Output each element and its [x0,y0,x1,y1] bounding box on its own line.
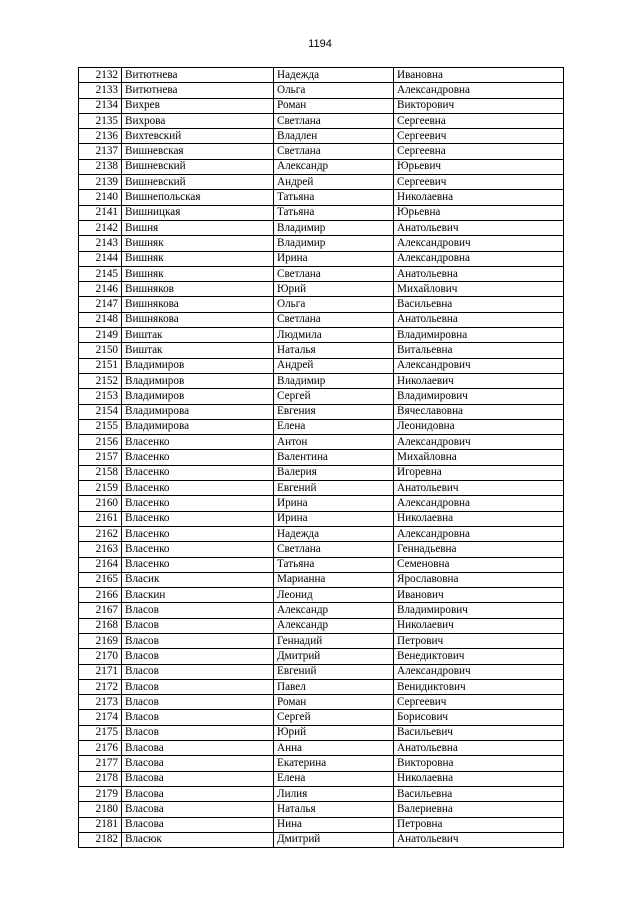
page-number: 1194 [308,38,332,50]
table-row [79,251,564,266]
patronymic-cell: Игоревна [394,465,564,480]
last-name-cell: Владимиров [122,358,274,373]
table-row [79,526,564,541]
last-name-cell: Власенко [122,435,274,450]
row-number-cell: 2133 [79,83,122,98]
row-number-cell: 2174 [79,710,122,725]
first-name-cell: Геннадий [274,633,394,648]
last-name-cell: Власик [122,572,274,587]
first-name-cell: Антон [274,435,394,450]
patronymic-cell: Николаевич [394,373,564,388]
last-name-cell: Владимирова [122,404,274,419]
last-name-cell: Власов [122,679,274,694]
patronymic-cell: Ярославовна [394,572,564,587]
row-number-cell: 2171 [79,664,122,679]
patronymic-cell: Леонидовна [394,419,564,434]
row-number-cell: 2134 [79,98,122,113]
table-row [79,664,564,679]
table-row [79,618,564,633]
table-row [79,312,564,327]
last-name-cell: Вихрова [122,113,274,128]
first-name-cell: Владимир [274,373,394,388]
last-name-cell: Власенко [122,526,274,541]
last-name-cell: Вишня [122,220,274,235]
row-number-cell: 2170 [79,649,122,664]
table-row [79,220,564,235]
table-row [79,98,564,113]
table-row [79,756,564,771]
first-name-cell: Надежда [274,68,394,83]
table-row [79,266,564,281]
table-row [79,343,564,358]
patronymic-cell: Васильевна [394,297,564,312]
patronymic-cell: Александровна [394,251,564,266]
row-number-cell: 2166 [79,588,122,603]
table-row [79,328,564,343]
first-name-cell: Татьяна [274,557,394,572]
first-name-cell: Светлана [274,312,394,327]
last-name-cell: Владимиров [122,389,274,404]
patronymic-cell: Семеновна [394,557,564,572]
row-number-cell: 2177 [79,756,122,771]
first-name-cell: Светлана [274,542,394,557]
table-row [79,68,564,83]
row-number-cell: 2168 [79,618,122,633]
registry-table-body [79,68,564,848]
table-row [79,542,564,557]
last-name-cell: Вишнякова [122,297,274,312]
row-number-cell: 2140 [79,190,122,205]
patronymic-cell: Васильевна [394,786,564,801]
last-name-cell: Владимирова [122,419,274,434]
table-row [79,129,564,144]
first-name-cell: Елена [274,419,394,434]
last-name-cell: Виштак [122,343,274,358]
patronymic-cell: Венидиктович [394,679,564,694]
first-name-cell: Ирина [274,251,394,266]
last-name-cell: Власенко [122,481,274,496]
row-number-cell: 2135 [79,113,122,128]
patronymic-cell: Анатольевна [394,741,564,756]
patronymic-cell: Валериевна [394,802,564,817]
row-number-cell: 2182 [79,832,122,847]
last-name-cell: Власова [122,802,274,817]
last-name-cell: Власенко [122,511,274,526]
row-number-cell: 2145 [79,266,122,281]
row-number-cell: 2139 [79,175,122,190]
row-number-cell: 2164 [79,557,122,572]
patronymic-cell: Сергеевич [394,175,564,190]
row-number-cell: 2165 [79,572,122,587]
last-name-cell: Власов [122,618,274,633]
table-row [79,389,564,404]
row-number-cell: 2153 [79,389,122,404]
last-name-cell: Виштак [122,328,274,343]
patronymic-cell: Николаевна [394,511,564,526]
table-row [79,373,564,388]
patronymic-cell: Анатольевич [394,832,564,847]
patronymic-cell: Николаевна [394,190,564,205]
patronymic-cell: Владимировна [394,328,564,343]
first-name-cell: Валентина [274,450,394,465]
first-name-cell: Ирина [274,511,394,526]
first-name-cell: Евгений [274,481,394,496]
row-number-cell: 2159 [79,481,122,496]
table-row [79,236,564,251]
row-number-cell: 2142 [79,220,122,235]
first-name-cell: Сергей [274,710,394,725]
first-name-cell: Ольга [274,83,394,98]
row-number-cell: 2132 [79,68,122,83]
row-number-cell: 2152 [79,373,122,388]
row-number-cell: 2151 [79,358,122,373]
first-name-cell: Александр [274,603,394,618]
table-row [79,83,564,98]
row-number-cell: 2138 [79,159,122,174]
row-number-cell: 2173 [79,695,122,710]
first-name-cell: Александр [274,618,394,633]
table-row [79,633,564,648]
row-number-cell: 2148 [79,312,122,327]
patronymic-cell: Анатольевна [394,266,564,281]
registry-table [78,67,564,848]
table-row [79,496,564,511]
first-name-cell: Нина [274,817,394,832]
first-name-cell: Андрей [274,358,394,373]
first-name-cell: Светлана [274,113,394,128]
row-number-cell: 2154 [79,404,122,419]
first-name-cell: Екатерина [274,756,394,771]
patronymic-cell: Викторовна [394,756,564,771]
table-row [79,771,564,786]
table-row [79,450,564,465]
table-row [79,725,564,740]
row-number-cell: 2149 [79,328,122,343]
last-name-cell: Вишневский [122,159,274,174]
patronymic-cell: Сергеевна [394,144,564,159]
patronymic-cell: Сергеевна [394,113,564,128]
last-name-cell: Власенко [122,542,274,557]
row-number-cell: 2143 [79,236,122,251]
row-number-cell: 2155 [79,419,122,434]
patronymic-cell: Сергеевич [394,695,564,710]
patronymic-cell: Вячеславовна [394,404,564,419]
table-row [79,572,564,587]
first-name-cell: Дмитрий [274,832,394,847]
last-name-cell: Власова [122,786,274,801]
first-name-cell: Роман [274,98,394,113]
first-name-cell: Анна [274,741,394,756]
last-name-cell: Владимиров [122,373,274,388]
row-number-cell: 2150 [79,343,122,358]
table-row [79,588,564,603]
first-name-cell: Марианна [274,572,394,587]
patronymic-cell: Анатольевич [394,220,564,235]
patronymic-cell: Борисович [394,710,564,725]
last-name-cell: Власова [122,771,274,786]
first-name-cell: Евгений [274,664,394,679]
row-number-cell: 2158 [79,465,122,480]
patronymic-cell: Юрьевна [394,205,564,220]
last-name-cell: Витютнева [122,68,274,83]
first-name-cell: Дмитрий [274,649,394,664]
last-name-cell: Власенко [122,557,274,572]
first-name-cell: Владимир [274,220,394,235]
first-name-cell: Владимир [274,236,394,251]
row-number-cell: 2141 [79,205,122,220]
patronymic-cell: Анатольевна [394,312,564,327]
first-name-cell: Юрий [274,282,394,297]
last-name-cell: Власенко [122,496,274,511]
table-row [79,603,564,618]
table-row [79,741,564,756]
patronymic-cell: Геннадьевна [394,542,564,557]
last-name-cell: Власова [122,817,274,832]
table-row [79,481,564,496]
last-name-cell: Вишневский [122,175,274,190]
last-name-cell: Власов [122,695,274,710]
row-number-cell: 2161 [79,511,122,526]
last-name-cell: Власенко [122,450,274,465]
row-number-cell: 2169 [79,633,122,648]
row-number-cell: 2181 [79,817,122,832]
last-name-cell: Вишнякова [122,312,274,327]
last-name-cell: Власюк [122,832,274,847]
table-row [79,419,564,434]
row-number-cell: 2146 [79,282,122,297]
table-row [79,511,564,526]
row-number-cell: 2172 [79,679,122,694]
last-name-cell: Вишневская [122,144,274,159]
table-row [79,404,564,419]
patronymic-cell: Витальевна [394,343,564,358]
last-name-cell: Вишняк [122,236,274,251]
row-number-cell: 2144 [79,251,122,266]
table-row [79,435,564,450]
patronymic-cell: Иванович [394,588,564,603]
row-number-cell: 2137 [79,144,122,159]
first-name-cell: Наталья [274,343,394,358]
last-name-cell: Власова [122,741,274,756]
patronymic-cell: Александрович [394,664,564,679]
first-name-cell: Сергей [274,389,394,404]
last-name-cell: Власова [122,756,274,771]
patronymic-cell: Александрович [394,435,564,450]
row-number-cell: 2167 [79,603,122,618]
first-name-cell: Евгения [274,404,394,419]
table-row [79,159,564,174]
patronymic-cell: Владимирович [394,389,564,404]
last-name-cell: Власов [122,710,274,725]
patronymic-cell: Александрович [394,358,564,373]
first-name-cell: Ирина [274,496,394,511]
patronymic-cell: Николаевич [394,618,564,633]
row-number-cell: 2178 [79,771,122,786]
row-number-cell: 2160 [79,496,122,511]
first-name-cell: Юрий [274,725,394,740]
table-row [79,144,564,159]
table-row [79,175,564,190]
first-name-cell: Владлен [274,129,394,144]
last-name-cell: Власкин [122,588,274,603]
row-number-cell: 2179 [79,786,122,801]
first-name-cell: Лилия [274,786,394,801]
first-name-cell: Наталья [274,802,394,817]
table-row [79,786,564,801]
first-name-cell: Людмила [274,328,394,343]
patronymic-cell: Юрьевич [394,159,564,174]
patronymic-cell: Александровна [394,83,564,98]
table-row [79,297,564,312]
last-name-cell: Власов [122,664,274,679]
row-number-cell: 2136 [79,129,122,144]
last-name-cell: Вишнепольская [122,190,274,205]
patronymic-cell: Михайловна [394,450,564,465]
table-row [79,695,564,710]
first-name-cell: Роман [274,695,394,710]
last-name-cell: Власов [122,603,274,618]
last-name-cell: Власов [122,649,274,664]
last-name-cell: Власов [122,725,274,740]
patronymic-cell: Николаевна [394,771,564,786]
patronymic-cell: Петрович [394,633,564,648]
patronymic-cell: Венедиктович [394,649,564,664]
row-number-cell: 2147 [79,297,122,312]
first-name-cell: Ольга [274,297,394,312]
last-name-cell: Вихрев [122,98,274,113]
table-row [79,282,564,297]
last-name-cell: Вишницкая [122,205,274,220]
patronymic-cell: Александрович [394,236,564,251]
patronymic-cell: Васильевич [394,725,564,740]
patronymic-cell: Александровна [394,496,564,511]
row-number-cell: 2176 [79,741,122,756]
last-name-cell: Витютнева [122,83,274,98]
table-row [79,190,564,205]
first-name-cell: Светлана [274,144,394,159]
table-row [79,557,564,572]
row-number-cell: 2175 [79,725,122,740]
patronymic-cell: Александровна [394,526,564,541]
table-row [79,832,564,847]
last-name-cell: Вишняк [122,251,274,266]
last-name-cell: Власов [122,633,274,648]
patronymic-cell: Анатольевич [394,481,564,496]
last-name-cell: Вишняк [122,266,274,281]
row-number-cell: 2156 [79,435,122,450]
table-row [79,205,564,220]
table-row [79,817,564,832]
first-name-cell: Светлана [274,266,394,281]
first-name-cell: Надежда [274,526,394,541]
first-name-cell: Татьяна [274,190,394,205]
row-number-cell: 2157 [79,450,122,465]
table-row [79,710,564,725]
first-name-cell: Андрей [274,175,394,190]
table-row [79,465,564,480]
table-row [79,113,564,128]
table-row [79,802,564,817]
first-name-cell: Татьяна [274,205,394,220]
patronymic-cell: Владимирович [394,603,564,618]
patronymic-cell: Петровна [394,817,564,832]
table-row [79,649,564,664]
first-name-cell: Леонид [274,588,394,603]
first-name-cell: Валерия [274,465,394,480]
patronymic-cell: Ивановна [394,68,564,83]
patronymic-cell: Михайлович [394,282,564,297]
first-name-cell: Елена [274,771,394,786]
patronymic-cell: Сергеевич [394,129,564,144]
last-name-cell: Власенко [122,465,274,480]
patronymic-cell: Викторович [394,98,564,113]
row-number-cell: 2163 [79,542,122,557]
table-row [79,358,564,373]
first-name-cell: Павел [274,679,394,694]
last-name-cell: Вихтевский [122,129,274,144]
row-number-cell: 2180 [79,802,122,817]
last-name-cell: Вишняков [122,282,274,297]
first-name-cell: Александр [274,159,394,174]
row-number-cell: 2162 [79,526,122,541]
table-row [79,679,564,694]
